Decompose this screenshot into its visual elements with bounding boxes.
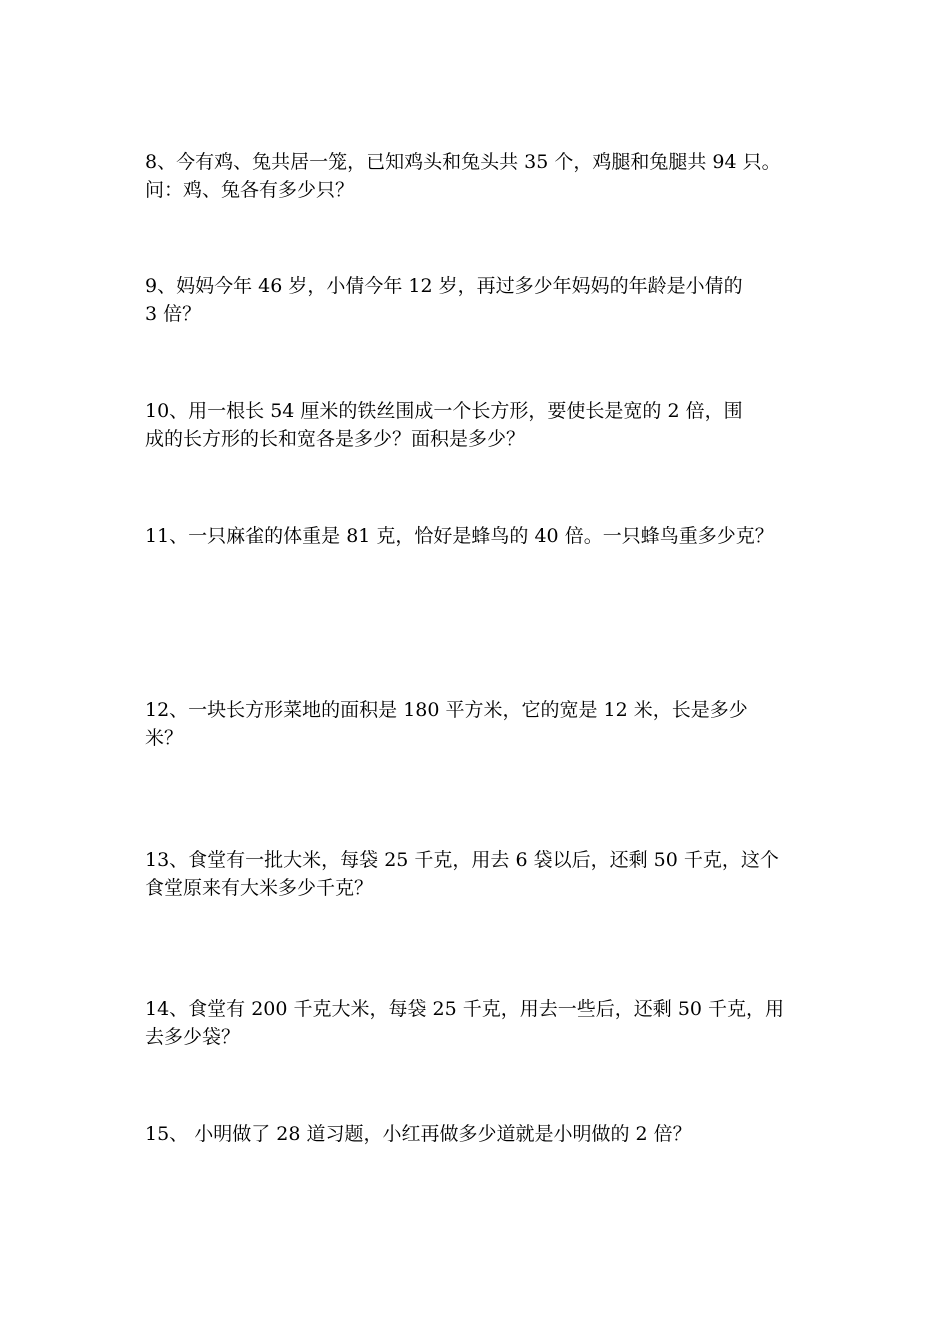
problem-12-line-2: 米？ [145,727,184,749]
problem-15 [145,1120,835,1148]
problem-11-line-1: 11、一只麻雀的体重是 81 克，恰好是蜂鸟的 40 倍。一只蜂鸟重多少克？ [145,525,774,547]
problem-8-line-1: 8、今有鸡、兔共居一笼，已知鸡头和兔头共 35 个，鸡腿和兔腿共 94 只。 [145,151,781,173]
problem-13-line-2: 食堂原来有大米多少千克？ [145,877,374,899]
problem-8 [145,148,835,204]
problem-8-line-2: 问：鸡、兔各有多少只？ [145,179,355,201]
problem-9 [145,272,835,328]
problem-12-line-1: 12、一块长方形菜地的面积是 180 平方米，它的宽是 12 米，长是多少 [145,699,748,721]
problem-12 [145,696,835,752]
problem-13 [145,846,835,902]
problem-10 [145,397,835,453]
problem-14-line-2: 去多少袋？ [145,1026,241,1048]
problem-14-line-1: 14、食堂有 200 千克大米，每袋 25 千克，用去一些后，还剩 50 千克，用 [145,998,785,1020]
problem-9-line-1: 9、妈妈今年 46 岁，小倩今年 12 岁，再过多少年妈妈的年龄是小倩的 [145,275,743,297]
problem-10-line-1: 10、用一根长 54 厘米的铁丝围成一个长方形，要使长是宽的 2 倍，围 [145,400,743,422]
problem-9-line-2: 3 倍？ [145,303,202,325]
problem-10-line-2: 成的长方形的长和宽各是多少？面积是多少？ [145,428,526,450]
problem-13-line-1: 13、食堂有一批大米，每袋 25 千克，用去 6 袋以后，还剩 50 千克，这个 [145,849,779,871]
problem-15-line-1: 15、 小明做了 28 道习题，小红再做多少道就是小明做的 2 倍？ [145,1123,692,1145]
problem-11 [145,522,835,550]
problem-14 [145,995,835,1051]
